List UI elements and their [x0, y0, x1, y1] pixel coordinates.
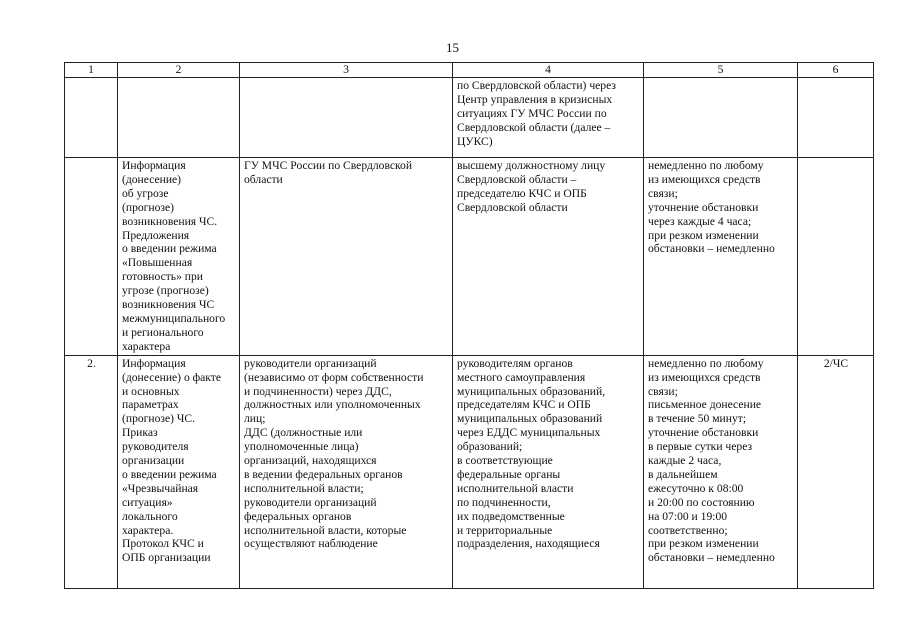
info-type-cell [118, 158, 240, 356]
table-row [65, 78, 874, 158]
report-code-cell [798, 78, 874, 158]
sender-cell [240, 355, 453, 588]
row-number-cell [65, 78, 118, 158]
timing-cell [644, 158, 798, 356]
sender-text: руководители организаций (независимо от форм собственности и подчиненности) через ДДС, должностных или уполномоченных лиц; ДДС (должностные или уполномоченные лица) организаций, находящихся в ведении федеральных органов исполнительной власти; руководители организаций федеральных органов исполнительной власти, которые осуществляют наблюдение [244, 356, 424, 551]
column-header-1: 1 [65, 63, 118, 78]
recipient-cell [453, 355, 644, 588]
report-code-cell [798, 158, 874, 356]
table-row [65, 355, 874, 588]
column-header-6: 6 [798, 63, 874, 78]
info-type-cell [118, 355, 240, 588]
sender-cell [240, 78, 453, 158]
row-number-text: 2. [87, 356, 96, 370]
timing-text: немедленно по любому из имеющихся средств связи; уточнение обстановки через каждые 4 часа; при резком изменении обстановки – немедленно [648, 159, 775, 256]
recipient-text: высшему должностному лицу Свердловской области – председателю КЧС и ОПБ Свердловской области [457, 159, 606, 214]
column-header-4: 4 [453, 63, 644, 78]
timing-cell [644, 78, 798, 158]
recipient-cell [453, 158, 644, 356]
info-type-text: Информация (донесение) о факте и основных параметрах (прогнозе) ЧС. Приказ руководителя организации о введении режима «Чрезвычайная ситуация» локального характера. Протокол КЧС и ОПБ организации [122, 356, 221, 565]
reporting-table [64, 62, 874, 589]
report-code-text: 2/ЧС [823, 356, 849, 370]
report-code-cell [798, 355, 874, 588]
column-number-header-row [65, 63, 874, 78]
recipient-text: по Свердловской области) через Центр управления в кризисных ситуациях ГУ МЧС России по Свердловской области (далее – ЦУКС) [457, 79, 616, 148]
table-row [65, 158, 874, 356]
timing-cell [644, 355, 798, 588]
column-header-5: 5 [644, 63, 798, 78]
info-type-cell [118, 78, 240, 158]
column-header-2: 2 [118, 63, 240, 78]
recipient-text: руководителям органов местного самоуправления муниципальных образований, председателям КЧС и ОПБ муниципальных образований через ЕДДС муниципальных образований; в соответствующие федеральные органы исполнительной власти по подчиненности, их подведомственные и территориальные подразделения, находящиеся [457, 356, 606, 551]
row-number-cell [65, 158, 118, 356]
row-number-cell [65, 355, 118, 588]
sender-cell [240, 158, 453, 356]
sender-text: ГУ МЧС России по Свердловской области [244, 159, 413, 186]
recipient-cell [453, 78, 644, 158]
timing-text: немедленно по любому из имеющихся средств связи; письменное донесение в течение 50 минут; уточнение обстановки в первые сутки через каждые 2 часа, в дальнейшем ежесуточно к 08:00 и 20:00 по состоянию на 07:00 и 19:00 соответственно; при резком изменении обстановки – немедленно [648, 356, 775, 565]
info-type-text: Информация (донесение) об угрозе (прогнозе) возникновения ЧС. Предложения о введении режима «Повышенная готовность» при угрозе (прогнозе) возникновения ЧС межмуниципального и регионального характера [122, 159, 226, 353]
column-header-3: 3 [240, 63, 453, 78]
page-number: 15 [446, 40, 459, 55]
